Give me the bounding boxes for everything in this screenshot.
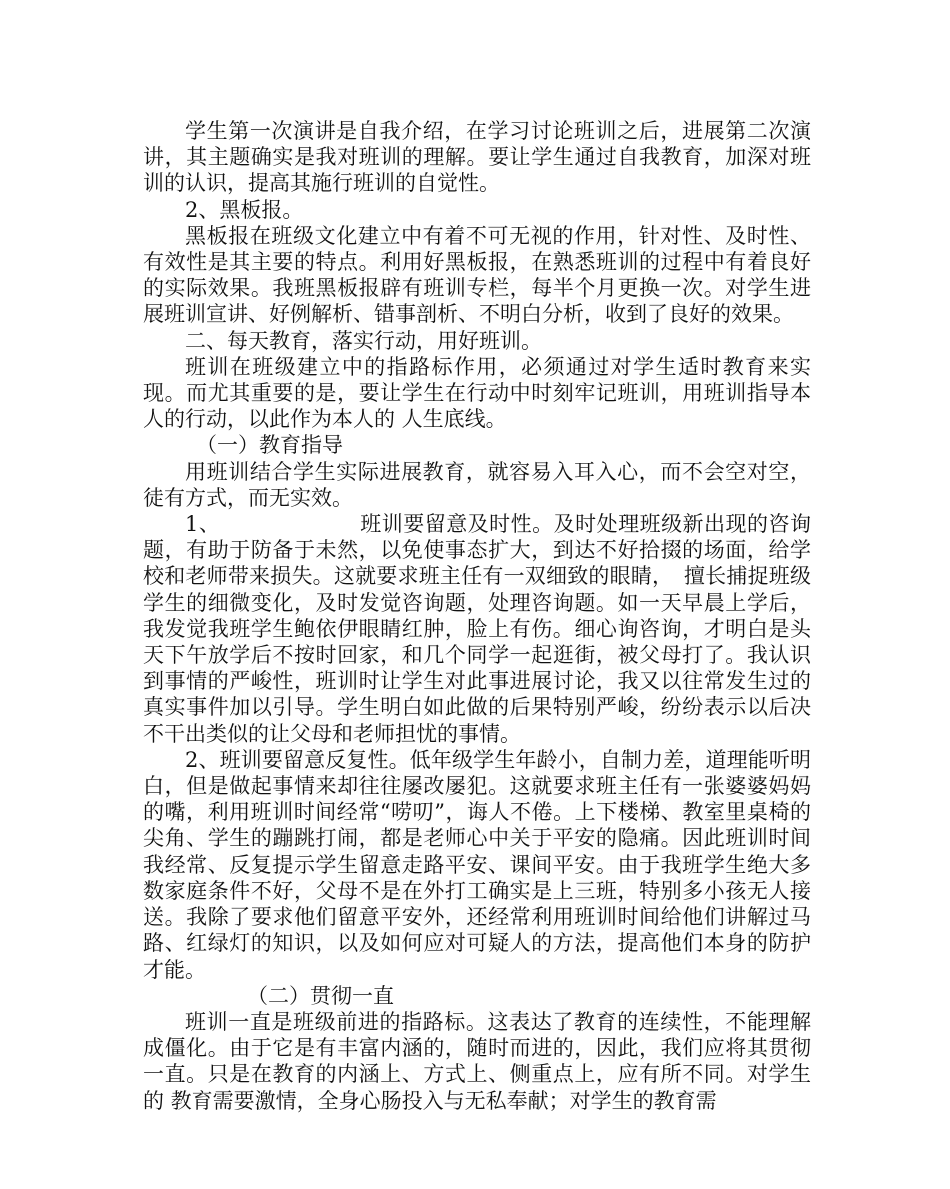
document-body bbox=[143, 118, 811, 1114]
heading-consistency: （二）贯彻一直 bbox=[247, 983, 394, 1008]
paragraph-blackboard: 黑板报在班级文化建立中有着不可无视的作用，针对性、及时性、有效性是其主要的特点。利用好黑板报，在熟悉班训的过程中有着良好的实际效果。我班黑板报辟有班训专栏，每半个月更换一次。对学生进展班训宣讲、好例解析、错事剖析、不明白分析，收到了良好的效果。 bbox=[143, 223, 811, 327]
heading-daily-education: 二、每天教育，落实行动，用好班训。 bbox=[185, 328, 542, 353]
paragraph-repetition: 2、班训要留意反复性。低年级学生年龄小，自制力差，道理能听明白，但是做起事情来却往往屡改屡犯。这就要求班主任有一张婆婆妈妈的嘴，利用班训时间经常“唠叨”，诲人不倦。上下楼梯、教室里桌椅的尖角、学生的蹦跳打闹，都是老师心中关于平安的隐痛。因此班训时间我经常、反复提示学生留意走路平安、课间平安。由于我班学生绝大多数家庭条件不好，父母不是在外打工确实是上三班，特别多小孩无人接送。我除了要求他们留意平安外，还经常利用班训时间给他们讲解过马路、红绿灯的知识，以及如何应对可疑人的方法，提高他们本身的防护才能。 bbox=[143, 747, 811, 982]
heading-blackboard: 2、黑板报。 bbox=[185, 197, 304, 222]
paragraph-education-guidance: 用班训结合学生实际进展教育，就容易入耳入心，而不会空对空，徒有方式，而无实效。 bbox=[143, 459, 811, 510]
paragraph-daily-education: 班训在班级建立中的指路标作用，必须通过对学生适时教育来实现。而尤其重要的是，要让学生在行动中时刻牢记班训，用班训指导本人的行动，以此作为本人的 人生底线。 bbox=[143, 354, 811, 432]
heading-education-guidance: （一）教育指导 bbox=[196, 433, 343, 458]
paragraph-timeliness: 1、 班训要留意及时性。及时处理班级新出现的咨询题，有助于防备于未然，以免使事态扩大，到达不好拾掇的场面，给学校和老师带来损失。这就要求班主任有一双细致的眼睛， 擅长捕捉班级学生的细微变化，及时发觉咨询题，处理咨询题。如一天早晨上学后，我发觉我班学生鲍依伊眼睛红肿，脸上有伤。细心询咨询，才明白是头天下午放学后不按时回家，和几个同学一起逛街，被父母打了。我认识到事情的严峻性，班训时让学生对此事进展讨论，我又以往常发生过的真实事件加以引导。学生明白如此做的后果特别严峻，纷纷表示以后决不干出类似的让父母和老师担忧的事情。 bbox=[143, 512, 811, 746]
paragraph-consistency: 班训一直是班级前进的指路标。这表达了教育的连续性，不能理解成僵化。由于它是有丰富内涵的，随时而进的，因此，我们应将其贯彻一直。只是在教育的内涵上、方式上、侧重点上，应有所不同。对学生的 教育需要激情，全身心肠投入与无私奉献；对学生的教育需 bbox=[143, 1009, 811, 1113]
paragraph-speech: 学生第一次演讲是自我介绍，在学习讨论班训之后，进展第二次演讲，其主题确实是我对班训的理解。要让学生通过自我教育，加深对班训的认识，提高其施行班训的自觉性。 bbox=[143, 119, 811, 196]
